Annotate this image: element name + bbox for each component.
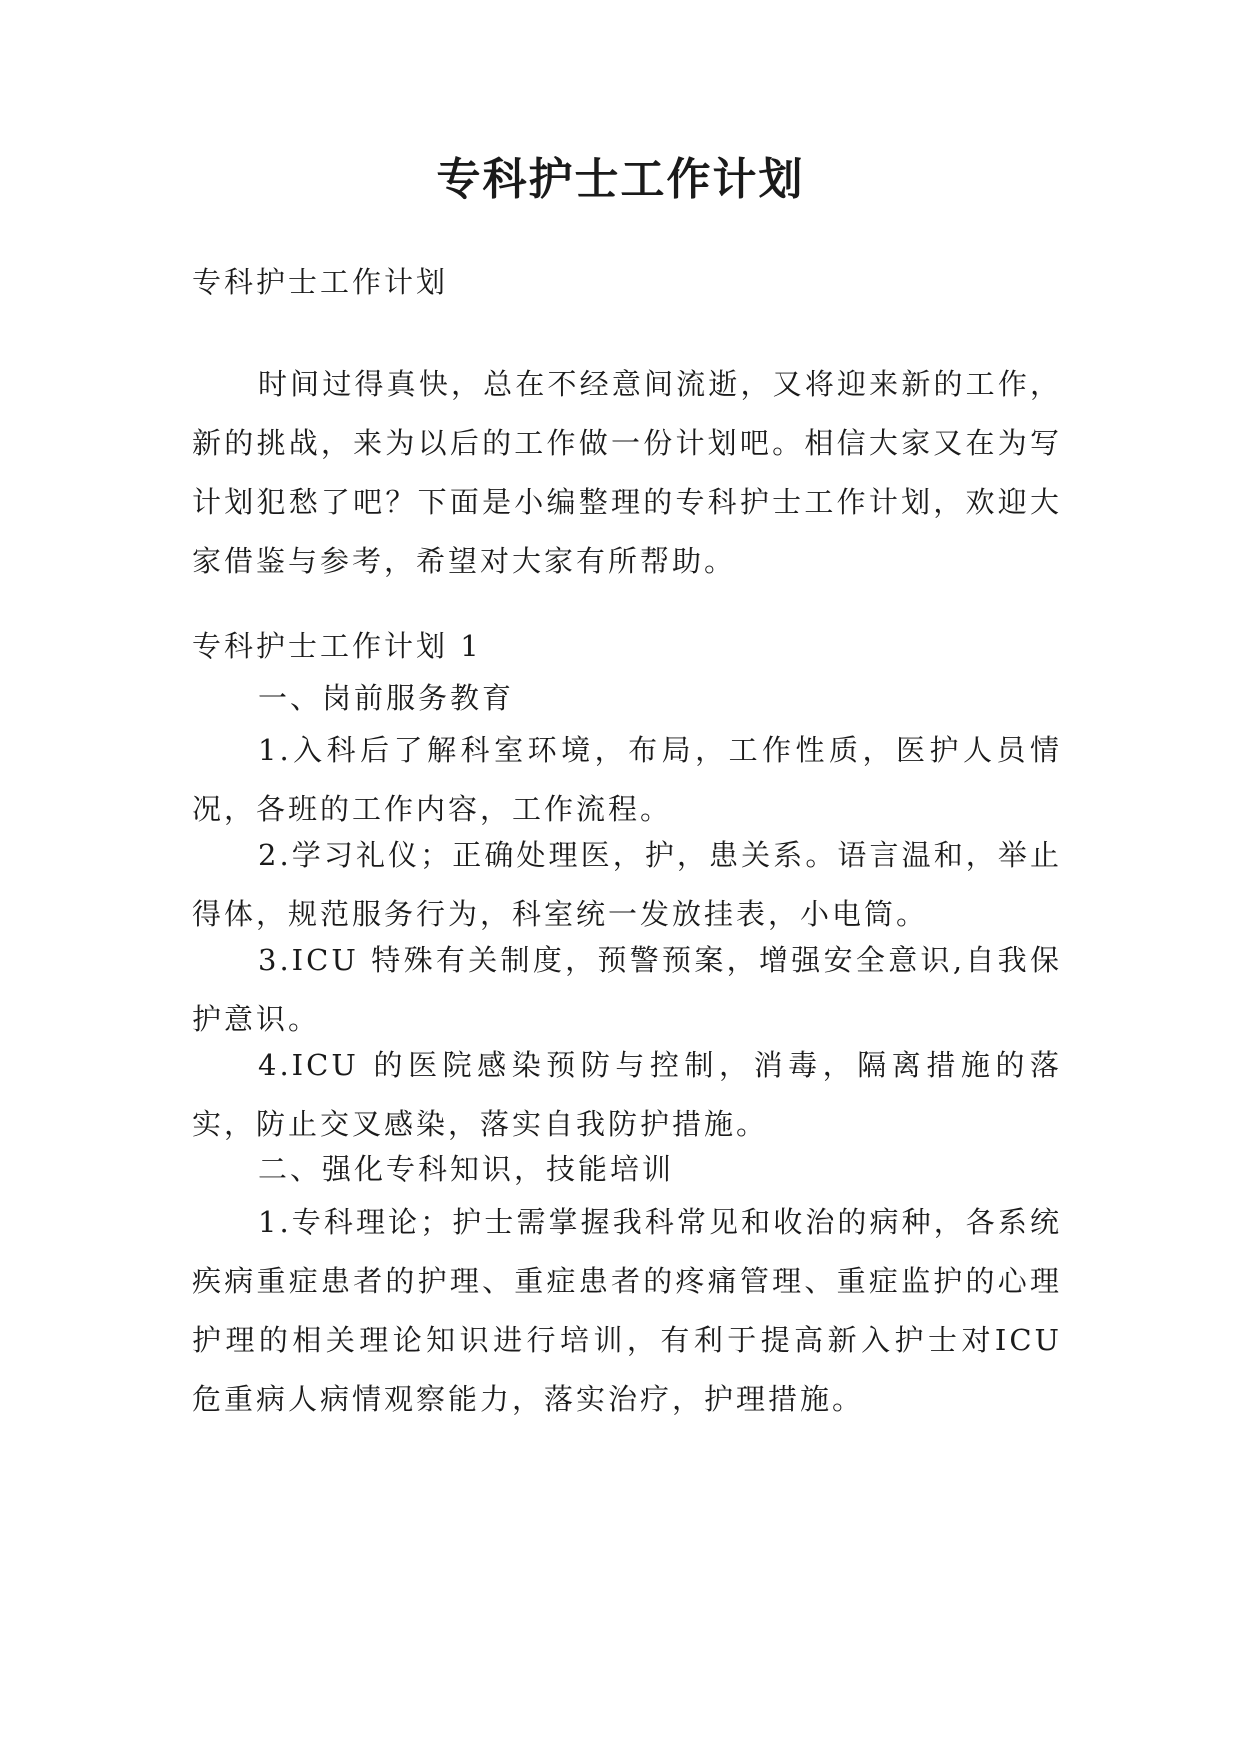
part1-item-3: 3.ICU 特殊有关制度，预警预案，增强安全意识,自我保护意识。	[192, 943, 1062, 1036]
part1-item-1: 1.入科后了解科室环境，布局，工作性质，医护人员情况，各班的工作内容，工作流程。	[192, 733, 1062, 826]
section-title: 专科护士工作计划 1	[192, 629, 482, 663]
part1-item-4: 4.ICU 的医院感染预防与控制，消毒，隔离措施的落实，防止交叉感染，落实自我防护措施。	[192, 1048, 1062, 1141]
intro-paragraph: 时间过得真快，总在不经意间流逝，又将迎来新的工作，新的挑战，来为以后的工作做一份计划吧。相信大家又在为写计划犯愁了吧？下面是小编整理的专科护士工作计划，欢迎大家借鉴与参考，希望对大家有所帮助。	[192, 367, 1062, 578]
part1-heading: 一、岗前服务教育	[258, 681, 515, 715]
part1-item-2: 2.学习礼仪；正确处理医，护，患关系。语言温和，举止得体，规范服务行为，科室统一发放挂表，小电筒。	[192, 838, 1062, 931]
document-subtitle: 专科护士工作计划	[192, 265, 449, 299]
part2-heading: 二、强化专科知识，技能培训	[258, 1152, 675, 1186]
document-title: 专科护士工作计划	[436, 154, 805, 205]
part2-item-1: 1.专科理论；护士需掌握我科常见和收治的病种，各系统疾病重症患者的护理、重症患者的疼痛管理、重症监护的心理护理的相关理论知识进行培训，有利于提高新入护士对ICU 危重病人病情观察能力，落实治疗，护理措施。	[192, 1205, 1062, 1416]
